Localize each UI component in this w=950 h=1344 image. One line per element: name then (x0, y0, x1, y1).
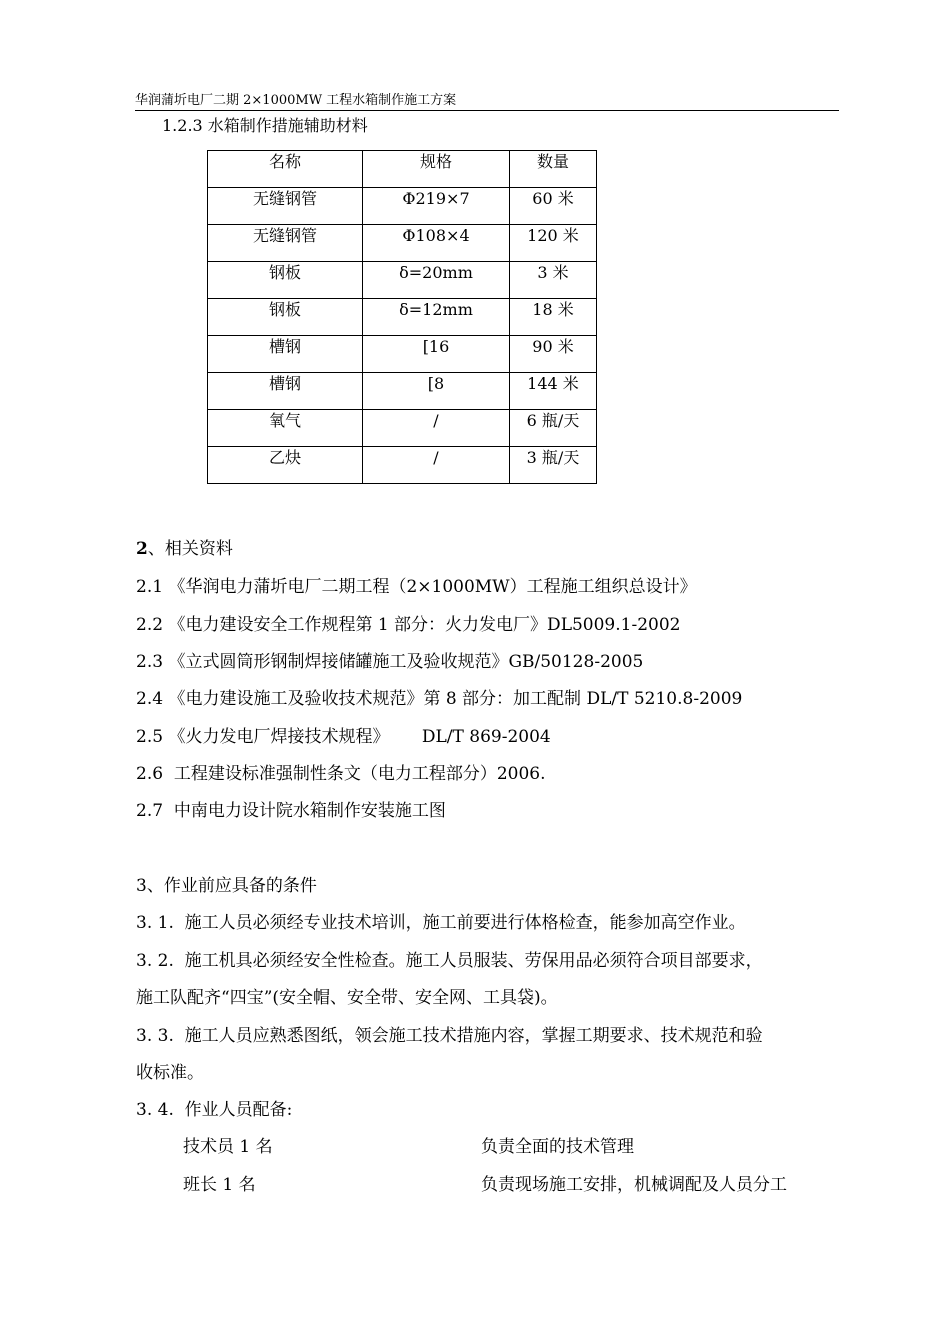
table-row (208, 299, 597, 336)
cell-qty: 60 米 (510, 188, 597, 225)
cell-qty: 120 米 (510, 225, 597, 262)
section-3-heading: 3、作业前应具备的条件 (136, 876, 317, 896)
table-row (208, 188, 597, 225)
paragraph-3-4: 3. 4. 作业人员配备: (136, 1100, 293, 1120)
cell-name: 乙炔 (208, 447, 363, 484)
cell-name: 无缝钢管 (208, 188, 363, 225)
cell-spec: Φ219×7 (363, 188, 510, 225)
cell-spec: δ=12mm (363, 299, 510, 336)
cell-spec: [16 (363, 336, 510, 373)
staff-duty: 负责全面的技术管理 (481, 1137, 634, 1157)
cell-qty: 3 瓶/天 (510, 447, 597, 484)
paragraph-3-2-line-2: 施工队配齐“四宝”(安全帽、安全带、安全网、工具袋)。 (136, 988, 558, 1008)
materials-table (207, 150, 597, 484)
section-2-number: 2 (136, 539, 148, 559)
reference-item: 2.6 工程建设标准强制性条文（电力工程部分）2006. (136, 764, 546, 784)
cell-qty: 3 米 (510, 262, 597, 299)
cell-spec: / (363, 447, 510, 484)
cell-spec: δ=20mm (363, 262, 510, 299)
reference-item: 2.5 《火力发电厂焊接技术规程》 DL/T 869-2004 (136, 727, 551, 747)
staff-role: 技术员 1 名 (183, 1137, 273, 1157)
table-row (208, 336, 597, 373)
reference-item: 2.2 《电力建设安全工作规程第 1 部分：火力发电厂》DL5009.1-2002 (136, 615, 681, 635)
cell-spec: [8 (363, 373, 510, 410)
cell-qty: 6 瓶/天 (510, 410, 597, 447)
staff-duty: 负责现场施工安排，机械调配及人员分工 (481, 1175, 787, 1195)
cell-qty: 90 米 (510, 336, 597, 373)
header-spec: 规格 (363, 151, 510, 188)
section-1-2-3-title: 1.2.3 水箱制作措施辅助材料 (162, 116, 368, 135)
reference-item: 2.1 《华润电力蒲圻电厂二期工程（2×1000MW）工程施工组织总设计》 (136, 577, 697, 597)
cell-spec: / (363, 410, 510, 447)
cell-qty: 144 米 (510, 373, 597, 410)
reference-item: 2.7 中南电力设计院水箱制作安装施工图 (136, 801, 446, 821)
section-2-heading (136, 538, 233, 560)
reference-item: 2.4 《电力建设施工及验收技术规范》第 8 部分：加工配制 DL/T 5210.8-2009 (136, 689, 743, 709)
page-header: 华润蒲圻电厂二期 2×1000MW 工程水箱制作施工方案 (135, 93, 839, 111)
table-row (208, 262, 597, 299)
table-row (208, 447, 597, 484)
section-2-title: 、相关资料 (147, 539, 233, 559)
table-row (208, 373, 597, 410)
table-row (208, 225, 597, 262)
table-header-row (208, 151, 597, 188)
cell-name: 槽钢 (208, 336, 363, 373)
paragraph-3-2-line-1: 3. 2. 施工机具必须经安全性检查。施工人员服装、劳保用品必须符合项目部要求， (136, 951, 763, 971)
cell-name: 钢板 (208, 299, 363, 336)
cell-spec: Φ108×4 (363, 225, 510, 262)
paragraph-3-3-line-1: 3. 3. 施工人员应熟悉图纸，领会施工技术措施内容，掌握工期要求、技术规范和验 (136, 1026, 763, 1046)
cell-name: 氧气 (208, 410, 363, 447)
header-name: 名称 (208, 151, 363, 188)
paragraph-3-1: 3. 1. 施工人员必须经专业技术培训，施工前要进行体格检查，能参加高空作业。 (136, 913, 746, 933)
paragraph-3-3-line-2: 收标准。 (136, 1063, 204, 1083)
cell-qty: 18 米 (510, 299, 597, 336)
staff-role: 班长 1 名 (183, 1175, 256, 1195)
reference-item: 2.3 《立式圆筒形钢制焊接储罐施工及验收规范》GB/50128-2005 (136, 652, 644, 672)
cell-name: 钢板 (208, 262, 363, 299)
table-row (208, 410, 597, 447)
header-qty: 数量 (510, 151, 597, 188)
cell-name: 无缝钢管 (208, 225, 363, 262)
cell-name: 槽钢 (208, 373, 363, 410)
